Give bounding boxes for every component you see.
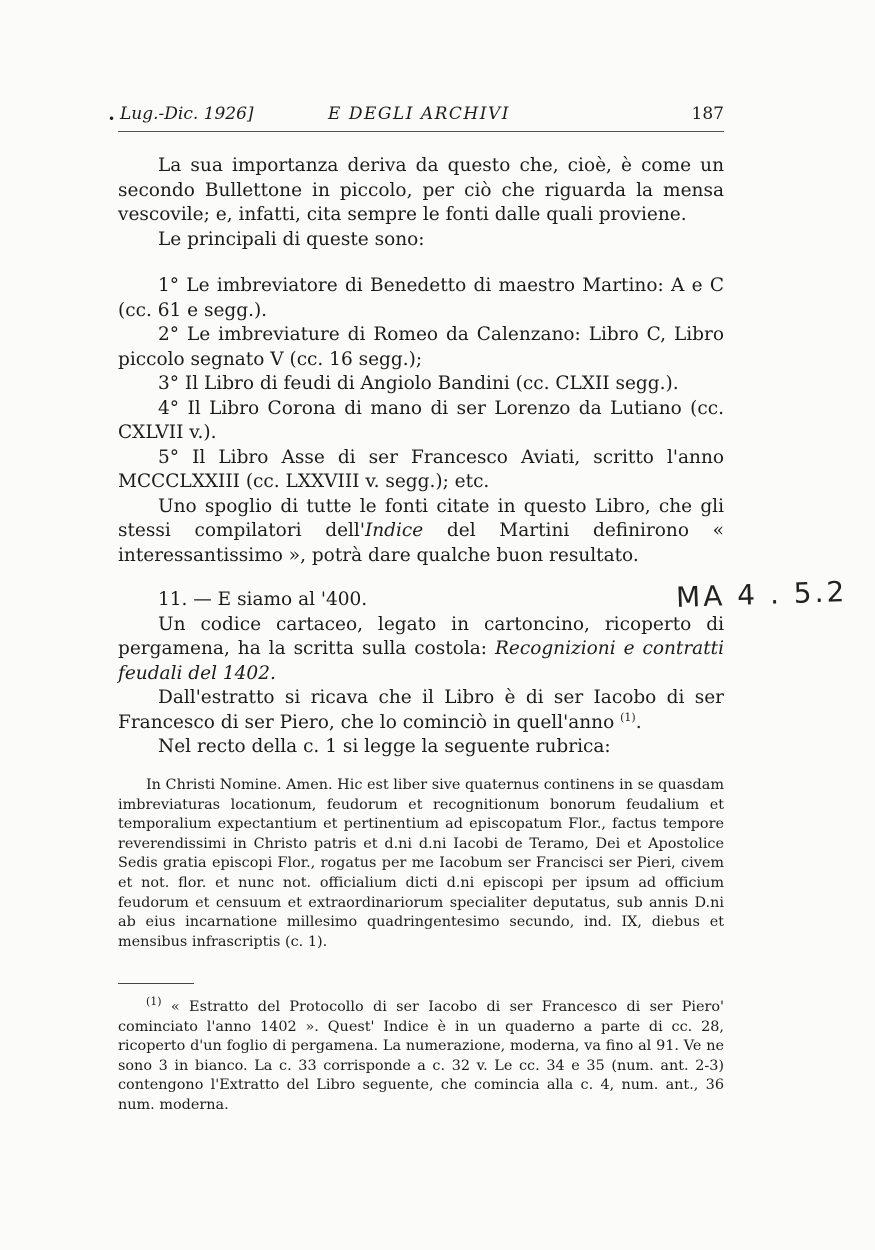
paragraph-1: La sua importanza deriva da questo che, cioè, è come un secondo Bullettone in piccolo, per ciò che riguarda la mensa vescovile; e, infatti, cita sempre le fonti dalle quali proviene. [118,155,724,225]
footnote-marker: (1) [146,995,162,1009]
paragraph-4 [118,613,724,687]
paragraph-6: Nel recto della c. 1 si legge la seguente rubrica: [158,736,611,757]
source-list-item-5: 5° Il Libro Asse di ser Francesco Aviati, scritto l'anno MCCCLXXIII (cc. LXXVIII v. segg.); etc. [118,446,724,492]
handwritten-margin-note: MA 4 . 5.2 [675,575,848,614]
indice-title: Indice [364,520,424,541]
main-text [118,154,724,760]
stray-mark: • [108,112,116,126]
running-head-title: E DEGLI ARCHIVI [328,104,510,124]
paragraph-3-start: Uno spoglio di tutte le fonti citate in questo Libro, che gli stessi compilatori dell' [118,495,724,541]
paragraph-4-start: Un codice cartaceo, legato in cartoncino, ricoperto di pergamena, ha la scritta sulla costola: [118,613,724,659]
footnote [118,995,724,1116]
paragraph-5 [118,686,724,735]
header-rule [118,131,724,132]
footnote-rule [118,983,194,984]
paragraph-2: Le principali di queste sono: [158,228,425,250]
footnote-reference: (1) [620,710,636,724]
latin-rubric-quote [118,776,724,952]
running-head-date: Lug.-Dic. 1926] [120,104,254,124]
codex-title: Recognizioni e contratti feudali del 1402. [118,638,724,684]
quote-text: In Christi Nomine. Amen. Hic est liber sive quaternus continens in se quasdam imbreviaturas locationum, feudorum et recognitionum bonorum feudalium et temporalium expectantium et pertinentium ad episcopatum Flor., factus tempore reverendissimi in Christo patris et d.ni d.ni Iacobi de Teramo, Dei et Apostolice Sedis gratia episcopi Flor., rogatus per me Iacobum ser Francisci ser Pieri, civem et not. flor. et nunc not. officialium dicti d.ni episcopi per ipsum ad officium feudorum et censuum et extraordinariorum specialiter deputatus, sub annis D.ni ab eius incarnatione millesimo quadringentesimo secundo, ind. IX, diebus et mensibus infrascriptis (c. 1). [118,777,724,950]
running-head [118,100,724,128]
paragraph-5-text: Dall'estratto si ricava che il Libro è di ser Iacobo di ser Francesco di ser Piero, che lo cominciò in quell'anno [118,687,724,733]
paragraph-3-end: del Martini definirono « interessantissimo », potrà dare qualche buon resultato. [118,520,724,566]
source-list-item-1: 1° Le imbreviatore di Benedetto di maestro Martino: A e C (cc. 61 e segg.). [118,275,724,321]
footnote-1 [118,995,724,1116]
source-list-item-4: 4° Il Libro Corona di mano di ser Lorenzo da Lutiano (cc. CXLVII v.). [118,397,724,443]
paragraph-5-period: . [635,711,642,733]
spacer [118,568,724,588]
source-list-item-2: 2° Le imbreviature di Romeo da Calenzano: Libro C, Libro piccolo segnato V (cc. 16 segg.); [118,324,724,370]
page-number: 187 [691,104,724,124]
paragraph-3 [118,495,724,569]
source-list-item-3: 3° Il Libro di feudi di Angiolo Bandini (cc. CLXII segg.). [158,373,679,394]
footnote-text: « Estratto del Protocollo di ser Iacobo di ser Francesco di ser Piero' cominciato l'anno 1402 ». Quest' Indice è in un quaderno a parte di cc. 28, ricoperto d'un foglio di pergamena. La numerazione, moderna, va fino al 91. Ve ne sono 3 in bianco. La c. 33 corrisponde a c. 32 v. Le cc. 34 e 35 (num. ant. 2-3) contengono l'Extratto del Libro seguente, che comincia alla c. 4, num. ant., 36 num. moderna. [118,999,724,1113]
section-heading: 11. — E siamo al '400. [158,589,368,610]
spacer [118,252,724,274]
